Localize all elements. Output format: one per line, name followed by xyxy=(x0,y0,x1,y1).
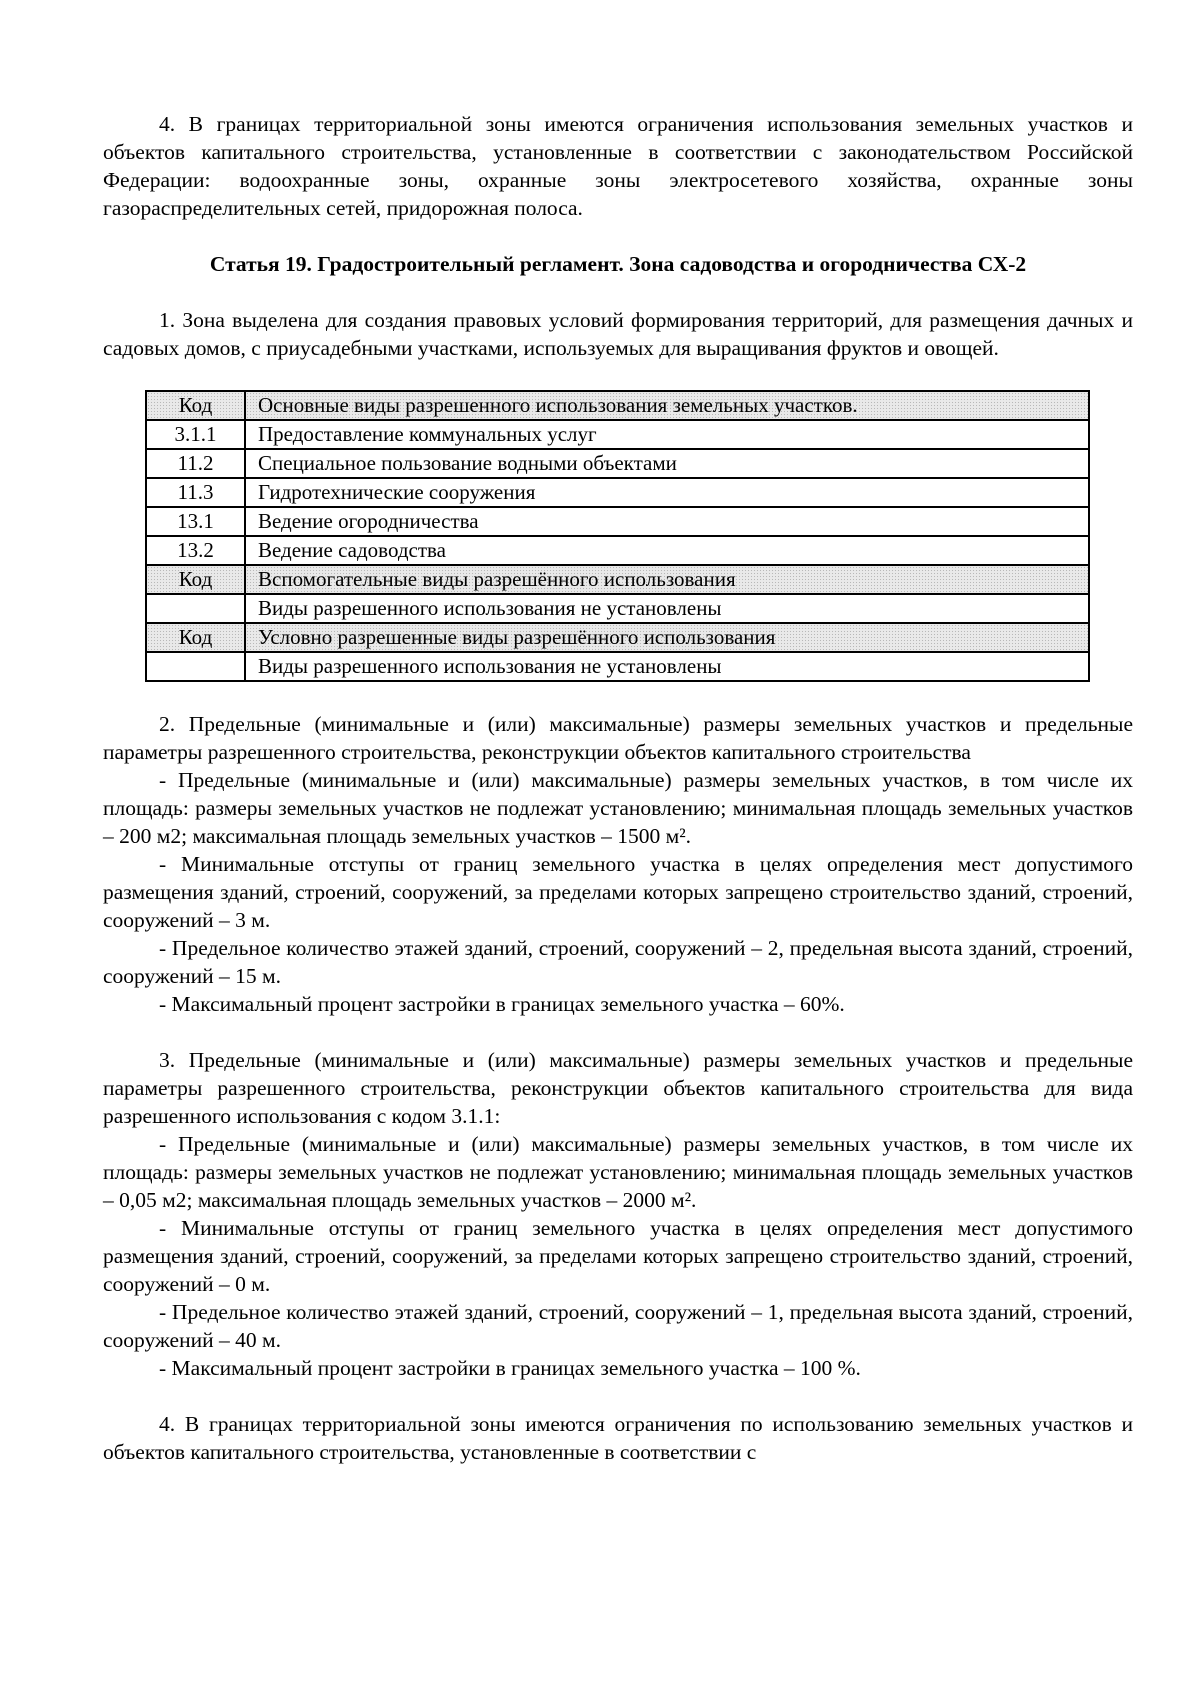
table-row xyxy=(146,420,1089,449)
table-row xyxy=(146,507,1089,536)
paragraph-limits-item: - Минимальные отступы от границ земельного участка в целях определения мест допустимого размещения зданий, строений, сооружений, за пределами которых запрещено строительство зданий, строений, сооружений – 3 м. xyxy=(103,852,1133,932)
paragraph-limits-item: - Максимальный процент застройки в границах земельного участка – 60%. xyxy=(159,992,845,1016)
table-row xyxy=(146,536,1089,565)
code-header: Код xyxy=(146,391,245,420)
paragraph-limits-3-1-1-item: - Минимальные отступы от границ земельного участка в целях определения мест допустимого размещения зданий, строений, сооружений, за пределами которых запрещено строительство зданий, строений, сооружений – 0 м. xyxy=(103,1216,1133,1296)
use-code: 11.3 xyxy=(146,478,245,507)
use-label: Ведение огородничества xyxy=(245,507,1089,536)
table-header-conditional xyxy=(146,623,1089,652)
table-row xyxy=(146,594,1089,623)
use-label: Специальное пользование водными объектами xyxy=(245,449,1089,478)
use-code: 13.1 xyxy=(146,507,245,536)
use-code xyxy=(146,594,245,623)
main-uses-header: Основные виды разрешенного использования земельных участков. xyxy=(245,391,1089,420)
use-code xyxy=(146,652,245,681)
paragraph-limits-item: - Предельные (минимальные и (или) максимальные) размеры земельных участков, в том числе их площадь: размеры земельных участков не подлежат установлению; минимальная площадь земельных участков – 200 м2; максимальная площадь земельных участков – 1500 м². xyxy=(103,768,1133,848)
table-row xyxy=(146,449,1089,478)
paragraph-limits-3-1-1-intro: 3. Предельные (минимальные и (или) максимальные) размеры земельных участков и предельные параметры разрешенного строительства, реконструкции объектов капитального строительства для вида разрешенного использования с кодом 3.1.1: xyxy=(103,1048,1133,1128)
use-code: 3.1.1 xyxy=(146,420,245,449)
conditional-uses-header: Условно разрешенные виды разрешённого использования xyxy=(245,623,1089,652)
document-page xyxy=(103,110,1133,1466)
paragraph-limits-3-1-1-item: - Предельные (минимальные и (или) максимальные) размеры земельных участков, в том числе их площадь: размеры земельных участков не подлежат установлению; минимальная площадь земельных участков – 0,05 м2; максимальная площадь земельных участков – 2000 м². xyxy=(103,1132,1133,1212)
use-code: 13.2 xyxy=(146,536,245,565)
paragraph-limits-item: - Предельное количество этажей зданий, строений, сооружений – 2, предельная высота зданий, строений, сооружений – 15 м. xyxy=(103,936,1133,988)
use-label: Виды разрешенного использования не установлены xyxy=(245,652,1089,681)
article-title: Статья 19. Градостроительный регламент. Зона садоводства и огородничества СХ-2 xyxy=(209,252,1027,276)
auxiliary-uses-header: Вспомогательные виды разрешённого использования xyxy=(245,565,1089,594)
use-code: 11.2 xyxy=(146,449,245,478)
code-header: Код xyxy=(146,565,245,594)
use-label: Ведение садоводства xyxy=(245,536,1089,565)
paragraph-limits-3-1-1-item: - Предельное количество этажей зданий, строений, сооружений – 1, предельная высота зданий, строений, сооружений – 40 м. xyxy=(103,1300,1133,1352)
table-header-main xyxy=(146,391,1089,420)
paragraph-zone-purpose: 1. Зона выделена для создания правовых условий формирования территорий, для размещения дачных и садовых домов, с приусадебными участками, используемых для выращивания фруктов и овощей. xyxy=(103,308,1133,360)
paragraph-limits-intro: 2. Предельные (минимальные и (или) максимальные) размеры земельных участков и предельные параметры разрешенного строительства, реконструкции объектов капитального строительства xyxy=(103,712,1133,764)
table-row xyxy=(146,652,1089,681)
paragraph-limits-3-1-1-item: - Максимальный процент застройки в границах земельного участка – 100 %. xyxy=(159,1356,861,1380)
code-header: Код xyxy=(146,623,245,652)
paragraph-restrictions-continued: 4. В границах территориальной зоны имеются ограничения по использованию земельных участков и объектов капитального строительства, установленные в соответствии с xyxy=(103,1412,1133,1464)
table-header-auxiliary xyxy=(146,565,1089,594)
use-label: Предоставление коммунальных услуг xyxy=(245,420,1089,449)
paragraph-restrictions: 4. В границах территориальной зоны имеются ограничения использования земельных участков и объектов капитального строительства, установленные в соответствии с законодательством Российской Федерации: водоохранные зоны, охранные зоны электросетевого хозяйства, охранные зоны газораспределительных сетей, придорожная полоса. xyxy=(103,112,1133,220)
permitted-uses-table xyxy=(145,390,1090,682)
use-label: Виды разрешенного использования не установлены xyxy=(245,594,1089,623)
table-row xyxy=(146,478,1089,507)
use-label: Гидротехнические сооружения xyxy=(245,478,1089,507)
